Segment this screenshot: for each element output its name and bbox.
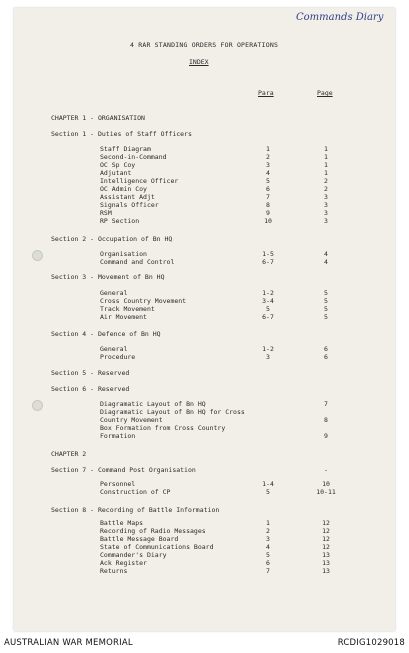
index-entry: General bbox=[100, 345, 128, 353]
column-header-page: Page bbox=[317, 89, 333, 97]
page-number: 4 bbox=[324, 250, 328, 258]
index-entry: Recording of Radio Messages bbox=[100, 527, 206, 535]
index-entry: Signals Officer bbox=[100, 201, 159, 209]
para-number: 2 bbox=[266, 153, 270, 161]
page-number: 5 bbox=[324, 313, 328, 321]
page-number: - bbox=[324, 466, 328, 474]
page-number: 12 bbox=[322, 527, 330, 535]
index-entry: RSM bbox=[100, 209, 112, 217]
para-number: 3 bbox=[266, 535, 270, 543]
index-entry: General bbox=[100, 289, 128, 297]
page-number: 10-11 bbox=[316, 488, 336, 496]
column-header-para: Para bbox=[258, 89, 274, 97]
page-number: 1 bbox=[324, 161, 328, 169]
para-number: 5 bbox=[266, 305, 270, 313]
page-number: 1 bbox=[324, 153, 328, 161]
para-number: 6-7 bbox=[262, 313, 274, 321]
index-entry: Construction of CP bbox=[100, 488, 171, 496]
para-number: 1-2 bbox=[262, 289, 274, 297]
index-entry: Ack Register bbox=[100, 559, 147, 567]
section-heading: Section 2 - Occupation of Bn HQ bbox=[51, 235, 173, 243]
page-number: 9 bbox=[324, 432, 328, 440]
para-number: 4 bbox=[266, 169, 270, 177]
page-number: 13 bbox=[322, 567, 330, 575]
index-entry: Box Formation from Cross Country bbox=[100, 424, 226, 432]
section-heading: Section 3 - Movement of Bn HQ bbox=[51, 273, 165, 281]
index-entry: OC Sp Coy bbox=[100, 161, 136, 169]
page-number: 7 bbox=[324, 400, 328, 408]
para-number: 9 bbox=[266, 209, 270, 217]
para-number: 6-7 bbox=[262, 258, 274, 266]
section-heading: Section 8 - Recording of Battle Information bbox=[51, 506, 220, 514]
index-entry: Adjutant bbox=[100, 169, 132, 177]
para-number: 6 bbox=[266, 185, 270, 193]
page-number: 8 bbox=[324, 416, 328, 424]
document-title: 4 RAR STANDING ORDERS FOR OPERATIONS bbox=[130, 41, 279, 49]
para-number: 7 bbox=[266, 567, 270, 575]
para-number: 1 bbox=[266, 145, 270, 153]
page-number: 12 bbox=[322, 535, 330, 543]
page-number: 2 bbox=[324, 185, 328, 193]
page-number: 4 bbox=[324, 258, 328, 266]
index-entry: Assistant Adjt bbox=[100, 193, 155, 201]
index-entry: RP Section bbox=[100, 217, 140, 225]
section-heading: Section 5 - Reserved bbox=[51, 369, 130, 377]
page-number: 5 bbox=[324, 305, 328, 313]
para-number: 4 bbox=[266, 543, 270, 551]
page-number: 13 bbox=[322, 551, 330, 559]
index-entry: Cross Country Movement bbox=[100, 297, 187, 305]
index-entry: Intelligence Officer bbox=[100, 177, 179, 185]
page-number: 1 bbox=[324, 169, 328, 177]
para-number: 6 bbox=[266, 559, 270, 567]
page-number: 3 bbox=[324, 193, 328, 201]
page-number: 2 bbox=[324, 177, 328, 185]
index-entry: Track Movement bbox=[100, 305, 155, 313]
para-number: 7 bbox=[266, 193, 270, 201]
para-number: 5 bbox=[266, 177, 270, 185]
para-number: 3 bbox=[266, 353, 270, 361]
page-number: 13 bbox=[322, 559, 330, 567]
section-heading: Section 1 - Duties of Staff Officers bbox=[51, 130, 192, 138]
index-entry: Commander's Diary bbox=[100, 551, 167, 559]
para-number: 3-4 bbox=[262, 297, 274, 305]
index-entry: Country Movement bbox=[100, 416, 163, 424]
section-heading: Section 6 - Reserved bbox=[51, 385, 130, 393]
index-entry: Organisation bbox=[100, 250, 147, 258]
page-number: 6 bbox=[324, 345, 328, 353]
para-number: 1 bbox=[266, 519, 270, 527]
punch-hole bbox=[32, 250, 43, 261]
index-heading: INDEX bbox=[189, 58, 209, 66]
index-entry: OC Admin Coy bbox=[100, 185, 147, 193]
page-number: 3 bbox=[324, 201, 328, 209]
section-heading: CHAPTER 1 - ORGANISATION bbox=[51, 114, 145, 122]
index-entry: Personnel bbox=[100, 480, 136, 488]
section-heading: CHAPTER 2 bbox=[51, 450, 87, 458]
index-entry: Diagramatic Layout of Bn HQ for Cross bbox=[100, 408, 245, 416]
page-number: 3 bbox=[324, 209, 328, 217]
page-number: 12 bbox=[322, 543, 330, 551]
para-number: 3 bbox=[266, 161, 270, 169]
para-number: 5 bbox=[266, 488, 270, 496]
page-number: 10 bbox=[322, 480, 330, 488]
index-entry: Command and Control bbox=[100, 258, 175, 266]
page-number: 5 bbox=[324, 297, 328, 305]
page-number: 6 bbox=[324, 353, 328, 361]
index-entry: Formation bbox=[100, 432, 136, 440]
footer-archive-name: AUSTRALIAN WAR MEMORIAL bbox=[4, 638, 133, 648]
page-number: 5 bbox=[324, 289, 328, 297]
index-entry: Air Movement bbox=[100, 313, 147, 321]
punch-hole bbox=[32, 400, 43, 411]
para-number: 2 bbox=[266, 527, 270, 535]
index-entry: Diagramatic Layout of Bn HQ bbox=[100, 400, 206, 408]
para-number: 8 bbox=[266, 201, 270, 209]
para-number: 5 bbox=[266, 551, 270, 559]
index-entry: Returns bbox=[100, 567, 128, 575]
index-entry: Staff Diagram bbox=[100, 145, 151, 153]
para-number: 1-5 bbox=[262, 250, 274, 258]
index-entry: Procedure bbox=[100, 353, 136, 361]
handwritten-annotation: Commands Diary bbox=[296, 12, 384, 23]
document-page bbox=[14, 8, 395, 631]
index-entry: State of Communications Board bbox=[100, 543, 214, 551]
index-entry: Battle Message Board bbox=[100, 535, 179, 543]
para-number: 1-4 bbox=[262, 480, 274, 488]
footer-record-id: RCDIG1029018 bbox=[337, 638, 405, 648]
index-entry: Battle Maps bbox=[100, 519, 144, 527]
section-heading: Section 7 - Command Post Organisation bbox=[51, 466, 196, 474]
index-entry: Second-in-Command bbox=[100, 153, 167, 161]
page-number: 12 bbox=[322, 519, 330, 527]
section-heading: Section 4 - Defence of Bn HQ bbox=[51, 330, 161, 338]
para-number: 1-2 bbox=[262, 345, 274, 353]
page-number: 3 bbox=[324, 217, 328, 225]
para-number: 10 bbox=[264, 217, 272, 225]
page-number: 1 bbox=[324, 145, 328, 153]
